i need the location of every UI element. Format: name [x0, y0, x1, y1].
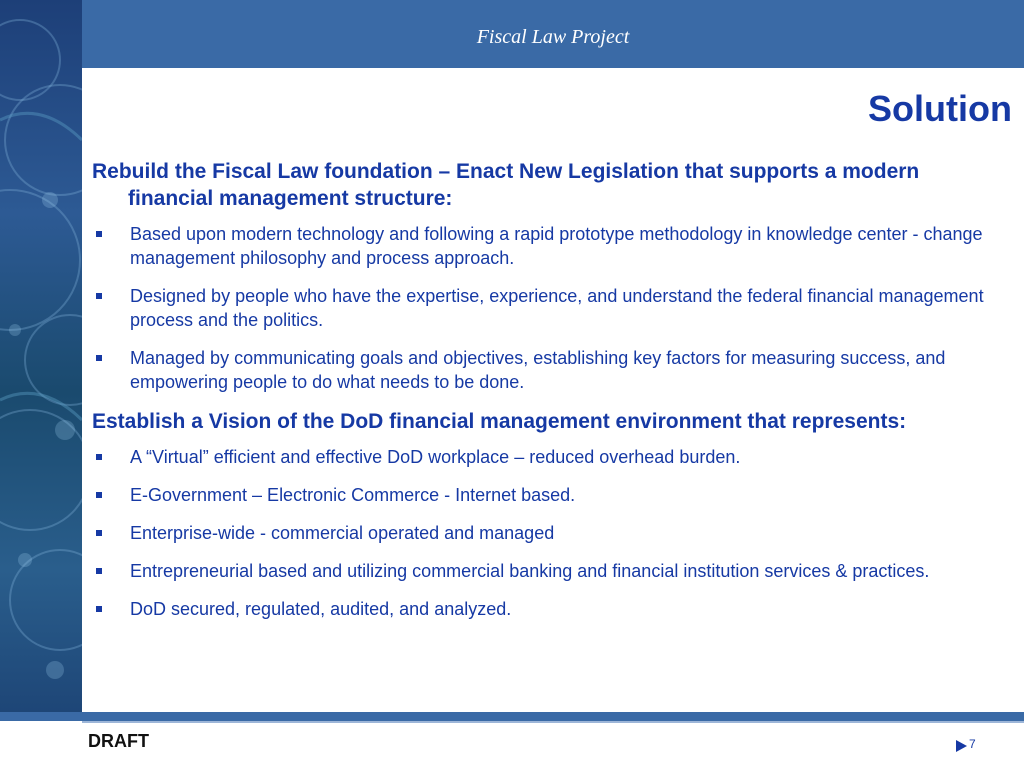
slide-content [92, 158, 1007, 635]
bullet-text: Managed by communicating goals and objectives, establishing key factors for measuring success, and empowering people to do what needs to be done. [130, 348, 946, 392]
play-arrow-icon[interactable] [956, 740, 967, 752]
header-title: Fiscal Law Project [476, 26, 630, 48]
bullet-item [92, 597, 1007, 621]
bullet-text: DoD secured, regulated, audited, and analyzed. [130, 599, 512, 619]
square-bullet-icon [96, 530, 102, 536]
bullet-text: E-Government – Electronic Commerce - Internet based. [130, 485, 576, 505]
bullet-text: Based upon modern technology and following a rapid prototype methodology in knowledge center - change management philosophy and process approach. [130, 224, 983, 268]
square-bullet-icon [96, 606, 102, 612]
bullet-text: Designed by people who have the expertise, experience, and understand the federal financial management process and the politics. [130, 286, 984, 330]
square-bullet-icon [96, 293, 102, 299]
footer-divider [0, 712, 1024, 721]
bullet-text: Entrepreneurial based and utilizing commercial banking and financial institution services & practices. [130, 561, 930, 581]
square-bullet-icon [96, 492, 102, 498]
slide-title: Solution [868, 88, 1012, 129]
section-heading-2: Establish a Vision of the DoD financial management environment that represents: [92, 410, 907, 433]
bullet-item [92, 346, 1007, 394]
bullet-text: A “Virtual” efficient and effective DoD workplace – reduced overhead burden. [130, 447, 741, 467]
page-number: 7 [969, 737, 976, 751]
section-heading-1: Rebuild the Fiscal Law foundation – Enact New Legislation that supports a modern financial management structure: [92, 160, 920, 210]
bullet-text: Enterprise-wide - commercial operated and managed [130, 523, 555, 543]
decorative-side-strip [0, 0, 82, 712]
bullet-item [92, 284, 1007, 332]
bullet-item [92, 445, 1007, 469]
draft-label: DRAFT [88, 731, 149, 751]
square-bullet-icon [96, 231, 102, 237]
decorative-pattern [0, 0, 82, 712]
bullet-item [92, 222, 1007, 270]
bullet-item [92, 483, 1007, 507]
bullet-item [92, 559, 1007, 583]
footer-divider-thin [82, 721, 1024, 723]
square-bullet-icon [96, 454, 102, 460]
square-bullet-icon [96, 568, 102, 574]
bullet-item [92, 521, 1007, 545]
header-bar [82, 0, 1024, 68]
square-bullet-icon [96, 355, 102, 361]
